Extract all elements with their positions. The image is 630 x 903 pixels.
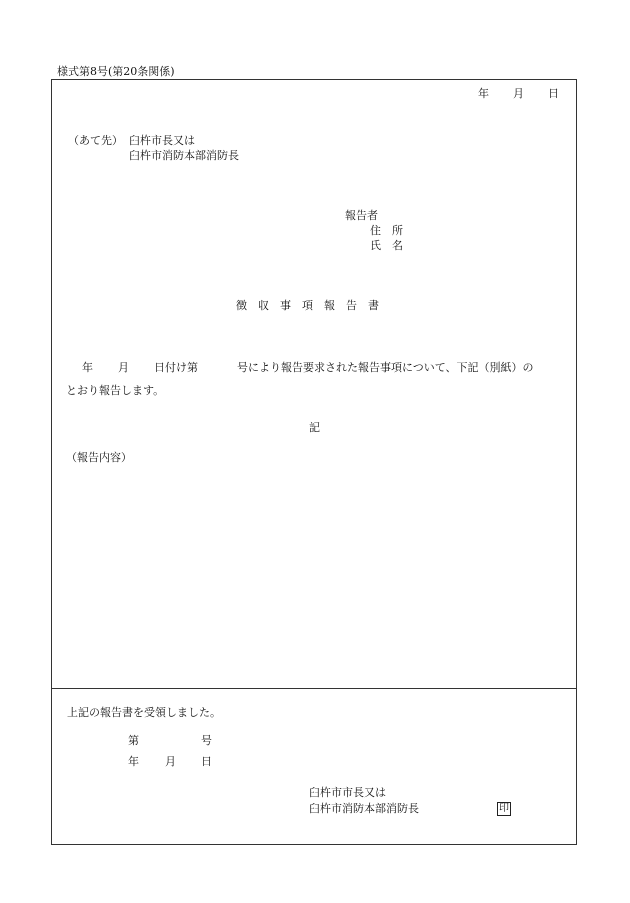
document-title: 徴 収 事 項 報 告 書 [236, 299, 379, 312]
body-day-number: 日付け第 [154, 361, 198, 374]
body-line-2: とおり報告します。 [66, 384, 165, 397]
date-month-label: 月 [513, 87, 524, 100]
content-label: （報告内容） [66, 451, 132, 464]
seal-mark [497, 801, 511, 816]
seal-glyph: 印 [499, 803, 509, 814]
receipt-dai: 第 [128, 734, 139, 747]
signer-line-2: 臼杵市消防本部消防長 [309, 802, 419, 815]
receipt-go: 号 [201, 734, 212, 747]
addressee-line-1: 臼杵市長又は [129, 134, 195, 147]
body-line-1-rest: 号により報告要求された報告事項について、下記（別紙）の [237, 361, 534, 374]
ki-heading: 記 [309, 421, 320, 434]
date-day-label: 日 [548, 87, 559, 100]
reporter-address-label: 住 所 [370, 224, 403, 237]
date-year-label: 年 [478, 87, 489, 100]
body-month: 月 [118, 361, 129, 374]
receipt-year: 年 [128, 755, 139, 768]
receipt-day: 日 [201, 755, 212, 768]
signer-line-1: 臼杵市市長又は [309, 786, 386, 799]
reporter-title: 報告者 [345, 209, 378, 222]
receipt-statement: 上記の報告書を受領しました。 [67, 706, 221, 719]
form-number-label: 様式第8号(第20条関係) [57, 65, 175, 78]
addressee-prefix: （あて先） [68, 134, 123, 147]
receipt-section-divider [52, 688, 576, 689]
reporter-name-label: 氏 名 [370, 239, 403, 252]
addressee-line-2: 臼杵市消防本部消防長 [129, 149, 239, 162]
body-year: 年 [82, 361, 93, 374]
receipt-month: 月 [165, 755, 176, 768]
